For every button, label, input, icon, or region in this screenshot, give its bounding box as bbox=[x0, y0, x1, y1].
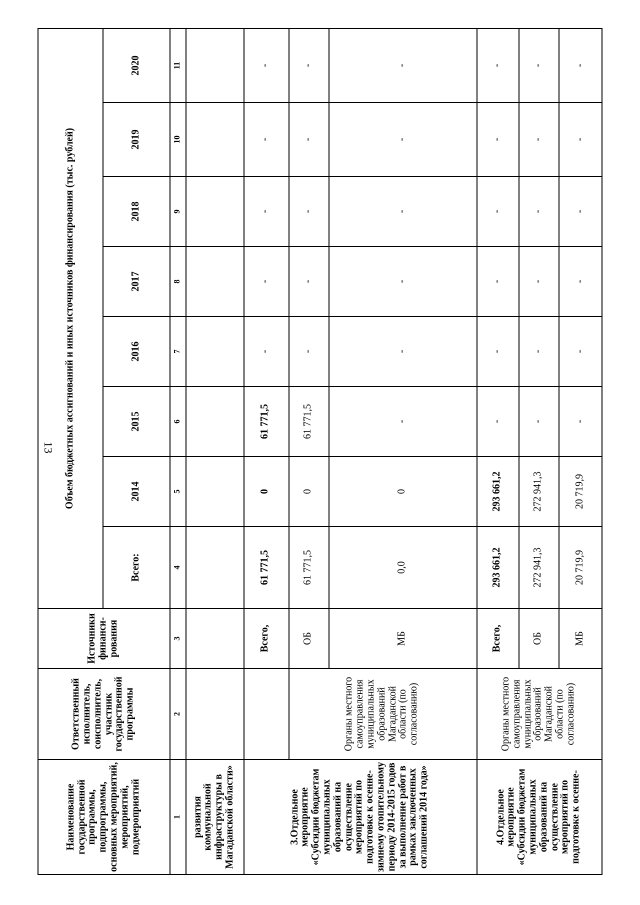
value-cell: - bbox=[559, 317, 602, 387]
value-cell: 61 771,5 bbox=[244, 387, 289, 457]
value-cell: - bbox=[329, 387, 477, 457]
measure-3-name: 3.Отдельное мероприятие «Субсидии бюджетам муниципальных образований на осуществление мероприятий по подготовке к осенне-зимнему отопительному периоду 2014-2015 годов за выполнение работ в рамках заключенных соглашений 2014 года» bbox=[244, 760, 477, 875]
empty-cell bbox=[186, 387, 244, 457]
source-cell: МБ bbox=[559, 609, 602, 669]
value-cell: - bbox=[289, 103, 329, 177]
column-number-row bbox=[170, 28, 186, 874]
value-cell: - bbox=[244, 28, 289, 102]
value-cell: - bbox=[477, 317, 520, 387]
header-year-2019: 2019 bbox=[103, 103, 170, 177]
value-cell: 0,0 bbox=[329, 527, 477, 609]
header-source: Источники финанси-рования bbox=[38, 609, 170, 669]
empty-cell bbox=[186, 28, 244, 102]
value-cell: - bbox=[519, 28, 559, 102]
source-cell: ОБ bbox=[289, 609, 329, 669]
header-funding-group: Объем бюджетных ассигнований и иных источников финансирования (тыс. рублей) bbox=[38, 28, 103, 608]
value-cell: 0 bbox=[329, 457, 477, 527]
empty-cell bbox=[186, 457, 244, 527]
value-cell: - bbox=[519, 387, 559, 457]
col-number: 6 bbox=[170, 387, 186, 457]
value-cell: 61 771,5 bbox=[289, 387, 329, 457]
value-cell: - bbox=[329, 317, 477, 387]
value-cell: - bbox=[244, 247, 289, 317]
col-number: 3 bbox=[170, 609, 186, 669]
value-cell: - bbox=[559, 247, 602, 317]
value-cell: - bbox=[244, 177, 289, 247]
value-cell: 61 771,5 bbox=[289, 527, 329, 609]
value-cell: - bbox=[244, 103, 289, 177]
value-cell: 293 661,2 bbox=[477, 527, 520, 609]
value-cell: - bbox=[329, 28, 477, 102]
value-cell: - bbox=[559, 103, 602, 177]
value-cell: 293 661,2 bbox=[477, 457, 520, 527]
table-row bbox=[244, 28, 289, 874]
header-year-2020: 2020 bbox=[103, 28, 170, 102]
value-cell: - bbox=[477, 177, 520, 247]
program-name-continuation: развития коммунальной инфраструктуры в Магаданской области» bbox=[186, 760, 244, 875]
rotated-table-wrapper bbox=[38, 29, 603, 875]
value-cell: - bbox=[477, 247, 520, 317]
value-cell: - bbox=[329, 247, 477, 317]
measure-4-executor: Органы местного самоуправления муниципальных образований Магаданской области (по согласованию) bbox=[477, 669, 602, 760]
header-year-total: Всего: bbox=[103, 527, 170, 609]
value-cell: - bbox=[289, 247, 329, 317]
col-number: 7 bbox=[170, 317, 186, 387]
col-number: 1 bbox=[170, 760, 186, 875]
table-row bbox=[477, 28, 520, 874]
header-year-2018: 2018 bbox=[103, 177, 170, 247]
value-cell: - bbox=[244, 317, 289, 387]
empty-cell bbox=[186, 317, 244, 387]
empty-cell bbox=[186, 247, 244, 317]
header-year-2014: 2014 bbox=[103, 457, 170, 527]
source-cell: МБ bbox=[329, 609, 477, 669]
header-year-2017: 2017 bbox=[103, 247, 170, 317]
source-cell: Всего, bbox=[244, 609, 289, 669]
empty-cell bbox=[244, 669, 289, 760]
empty-cell bbox=[186, 609, 244, 669]
empty-cell bbox=[186, 103, 244, 177]
value-cell: - bbox=[519, 317, 559, 387]
value-cell: 272 941,3 bbox=[519, 457, 559, 527]
financing-table bbox=[38, 28, 603, 875]
value-cell: - bbox=[519, 103, 559, 177]
source-cell: ОБ bbox=[519, 609, 559, 669]
empty-cell bbox=[186, 669, 244, 760]
header-name: Наименование государственной программы, подпрограммы, основных мероприятий, мероприятий, подмероприятий bbox=[38, 760, 170, 875]
col-number: 8 bbox=[170, 247, 186, 317]
header-year-2016: 2016 bbox=[103, 317, 170, 387]
measure-4-name: 4.Отдельное мероприятие «Субсидии бюджетам муниципальных образований на осуществление мероприятий по подготовке к осенне- bbox=[477, 760, 602, 875]
value-cell: - bbox=[289, 317, 329, 387]
col-number: 9 bbox=[170, 177, 186, 247]
col-number: 11 bbox=[170, 28, 186, 102]
value-cell: 61 771,5 bbox=[244, 527, 289, 609]
value-cell: - bbox=[477, 387, 520, 457]
page-number: 13 bbox=[41, 441, 56, 454]
value-cell: - bbox=[289, 28, 329, 102]
value-cell: 0 bbox=[289, 457, 329, 527]
value-cell: - bbox=[477, 28, 520, 102]
col-number: 5 bbox=[170, 457, 186, 527]
col-number: 4 bbox=[170, 527, 186, 609]
header-year-2015: 2015 bbox=[103, 387, 170, 457]
table-row bbox=[186, 28, 244, 874]
value-cell: - bbox=[289, 177, 329, 247]
value-cell: - bbox=[519, 247, 559, 317]
col-number: 10 bbox=[170, 103, 186, 177]
value-cell: 20 719,9 bbox=[559, 527, 602, 609]
header-executor: Ответственный исполнитель, соисполнитель, участник государственной программы bbox=[38, 669, 170, 760]
empty-cell bbox=[186, 177, 244, 247]
header-row-1 bbox=[38, 28, 103, 874]
value-cell: 0 bbox=[244, 457, 289, 527]
value-cell: - bbox=[329, 103, 477, 177]
value-cell: - bbox=[329, 177, 477, 247]
value-cell: - bbox=[519, 177, 559, 247]
value-cell: 20 719,9 bbox=[559, 457, 602, 527]
measure-3-executor: Органы местного самоуправления муниципальных образований Магаданской области (по согласованию) bbox=[289, 669, 477, 760]
col-number: 2 bbox=[170, 669, 186, 760]
value-cell: - bbox=[559, 387, 602, 457]
value-cell: - bbox=[559, 177, 602, 247]
value-cell: - bbox=[477, 103, 520, 177]
empty-cell bbox=[186, 527, 244, 609]
source-cell: Всего, bbox=[477, 609, 520, 669]
value-cell: - bbox=[559, 28, 602, 102]
table-row bbox=[289, 28, 329, 874]
value-cell: 272 941,3 bbox=[519, 527, 559, 609]
